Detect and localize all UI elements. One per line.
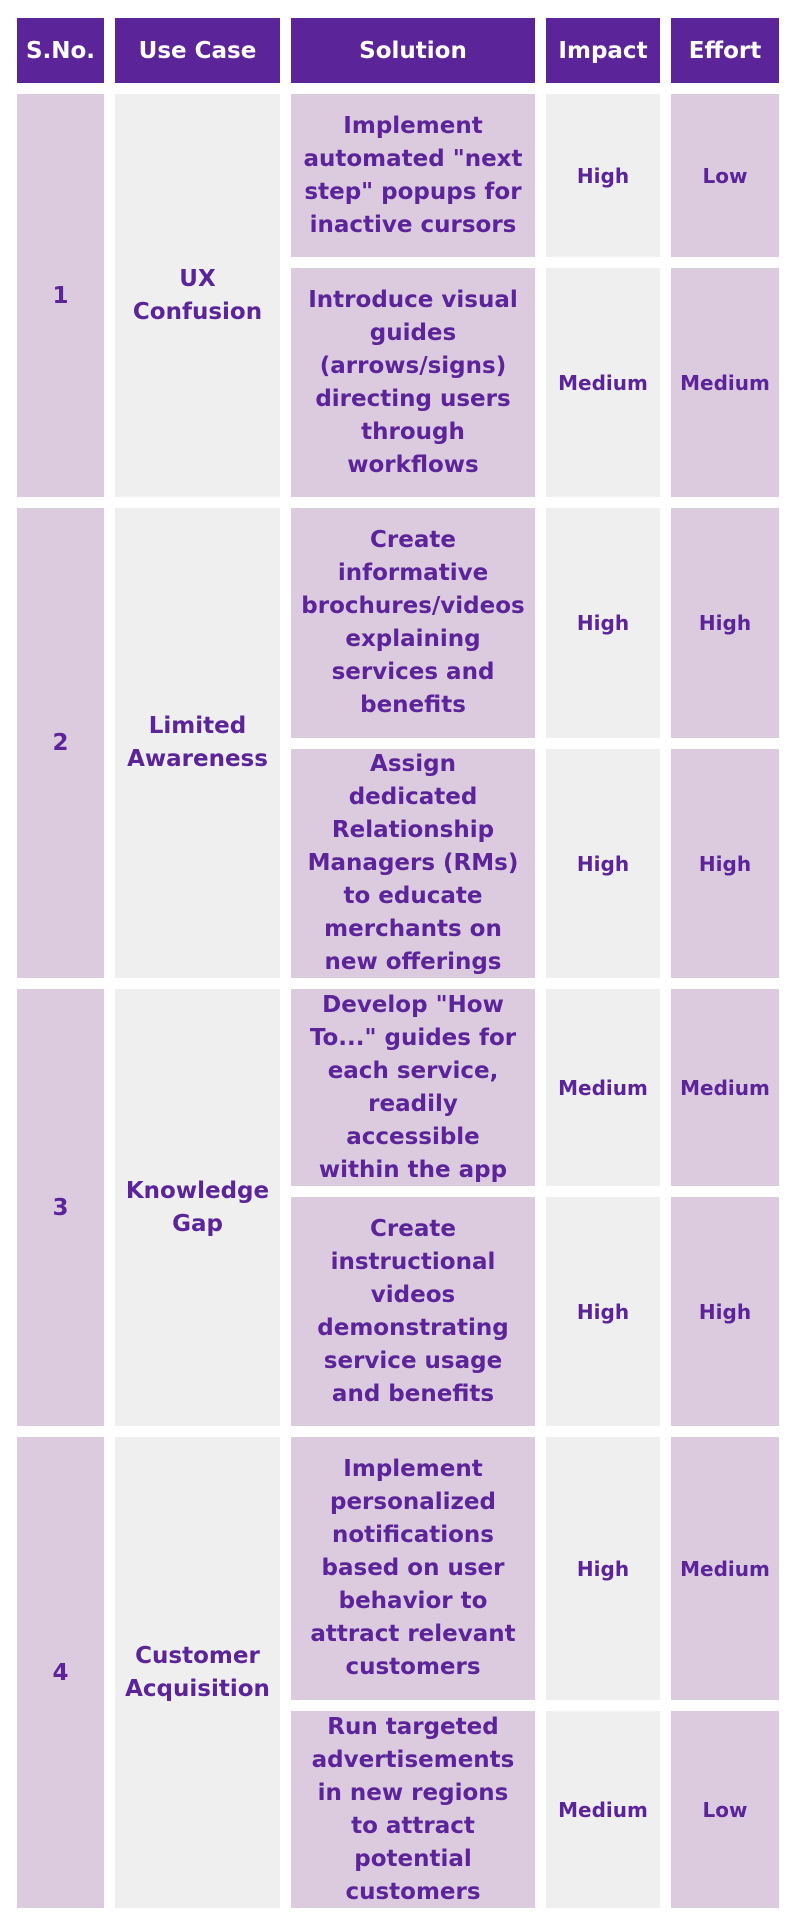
use-case-cell: Knowledge Gap [115, 989, 280, 1426]
effort-cell: Low [671, 1711, 779, 1908]
solution-cell: Implement automated "next step" popups for inactive cursors [291, 94, 535, 257]
effort-cell: High [671, 1197, 779, 1426]
solution-cell: Develop "How To..." guides for each service, readily accessible within the app [291, 989, 535, 1186]
use-case-cell: Limited Awareness [115, 508, 280, 978]
impact-cell: Medium [546, 1711, 660, 1908]
effort-cell: Medium [671, 989, 779, 1186]
sno-cell: 1 [17, 94, 104, 497]
effort-cell: High [671, 508, 779, 738]
use-case-cell: UX Confusion [115, 94, 280, 497]
sno-cell: 2 [17, 508, 104, 978]
solution-cell: Run targeted advertisements in new regions to attract potential customers [291, 1711, 535, 1908]
sno-cell: 4 [17, 1437, 104, 1908]
effort-cell: Medium [671, 268, 779, 497]
effort-cell: Low [671, 94, 779, 257]
impact-cell: High [546, 508, 660, 738]
impact-cell: High [546, 749, 660, 978]
header-effort: Effort [671, 18, 779, 83]
effort-cell: High [671, 749, 779, 978]
impact-cell: High [546, 94, 660, 257]
solution-cell: Assign dedicated Relationship Managers (RMs) to educate merchants on new offerings [291, 749, 535, 978]
sno-cell: 3 [17, 989, 104, 1426]
solution-cell: Create informative brochures/videos explaining services and benefits [291, 508, 535, 738]
solution-cell: Create instructional videos demonstrating service usage and benefits [291, 1197, 535, 1426]
header-solution: Solution [291, 18, 535, 83]
impact-cell: Medium [546, 268, 660, 497]
impact-cell: Medium [546, 989, 660, 1186]
effort-cell: Medium [671, 1437, 779, 1700]
impact-cell: High [546, 1197, 660, 1426]
header-sno: S.No. [17, 18, 104, 83]
header-impact: Impact [546, 18, 660, 83]
impact-cell: High [546, 1437, 660, 1700]
header-use-case: Use Case [115, 18, 280, 83]
solution-cell: Implement personalized notifications based on user behavior to attract relevant customers [291, 1437, 535, 1700]
use-case-cell: Customer Acquisition [115, 1437, 280, 1908]
solution-cell: Introduce visual guides (arrows/signs) directing users through workflows [291, 268, 535, 497]
